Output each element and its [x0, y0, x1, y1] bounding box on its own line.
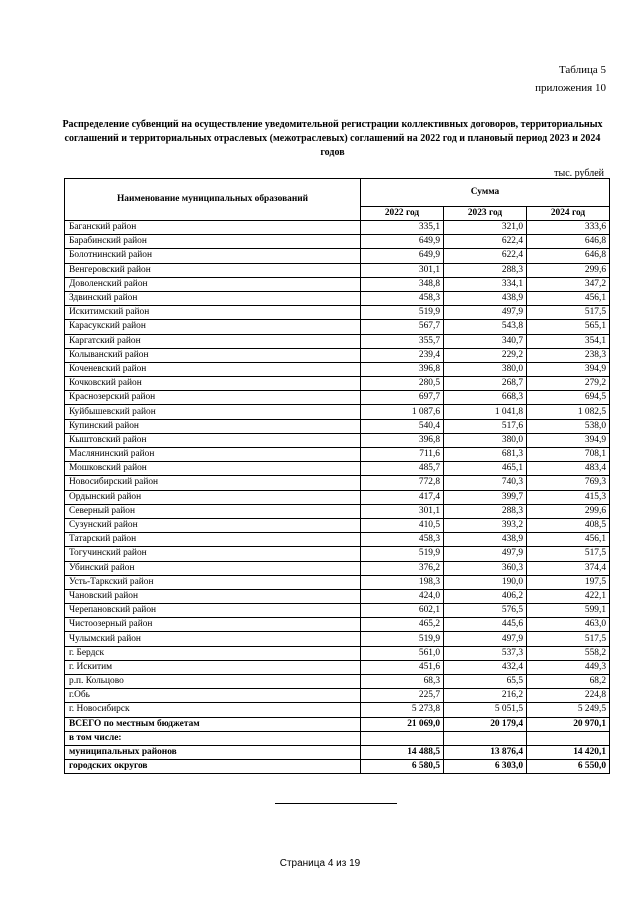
table-row [65, 618, 610, 632]
amount-2022: 355,7 [361, 334, 444, 348]
table-row [65, 334, 610, 348]
municipality-name: Барабинский район [65, 235, 361, 249]
amount-2022: 540,4 [361, 419, 444, 433]
table-row [65, 731, 610, 745]
table-row [65, 462, 610, 476]
table-row [65, 745, 610, 759]
table-body [65, 221, 610, 774]
amount-2023: 517,6 [444, 419, 527, 433]
amount-2024: 463,0 [527, 618, 610, 632]
amount-2024: 394,9 [527, 362, 610, 376]
table-row [65, 561, 610, 575]
appendix-number: приложения 10 [535, 82, 606, 94]
amount-2024: 646,8 [527, 235, 610, 249]
amount-2022: 567,7 [361, 320, 444, 334]
municipality-name: Ордынский район [65, 490, 361, 504]
amount-2024: 5 249,5 [527, 703, 610, 717]
municipality-name: Каргатский район [65, 334, 361, 348]
amount-2022: 417,4 [361, 490, 444, 504]
table-row [65, 547, 610, 561]
table-row [65, 604, 610, 618]
amount-2023: 380,0 [444, 362, 527, 376]
column-header-2022: 2022 год [361, 207, 444, 221]
amount-2022: 519,9 [361, 632, 444, 646]
municipality-name: Тогучинский район [65, 547, 361, 561]
amount-2024: 456,1 [527, 291, 610, 305]
amount-2023: 13 876,4 [444, 745, 527, 759]
amount-2023: 465,1 [444, 462, 527, 476]
table-row [65, 306, 610, 320]
amount-2022: 519,9 [361, 306, 444, 320]
municipality-name: Кочковский район [65, 377, 361, 391]
table-number: Таблица 5 [558, 64, 606, 76]
amount-2023: 537,3 [444, 646, 527, 660]
table-row [65, 249, 610, 263]
amount-2023: 190,0 [444, 575, 527, 589]
municipality-name: Болотнинский район [65, 249, 361, 263]
table-row [65, 235, 610, 249]
amount-2023: 432,4 [444, 660, 527, 674]
municipality-name: г. Бердск [65, 646, 361, 660]
table-row [65, 760, 610, 774]
municipality-name: г.Обь [65, 689, 361, 703]
column-header-2024: 2024 год [527, 207, 610, 221]
amount-2024: 646,8 [527, 249, 610, 263]
amount-2022: 301,1 [361, 504, 444, 518]
amount-2023: 6 303,0 [444, 760, 527, 774]
amount-2023: 543,8 [444, 320, 527, 334]
amount-2022: 239,4 [361, 348, 444, 362]
municipality-name: Новосибирский район [65, 476, 361, 490]
subsidy-table [64, 178, 610, 774]
amount-2023: 380,0 [444, 433, 527, 447]
amount-2022 [361, 731, 444, 745]
amount-2022: 1 087,6 [361, 405, 444, 419]
amount-2024: 1 082,5 [527, 405, 610, 419]
amount-2023: 288,3 [444, 263, 527, 277]
amount-2023: 65,5 [444, 675, 527, 689]
table-row [65, 689, 610, 703]
municipality-name: Карасукский район [65, 320, 361, 334]
amount-2023: 288,3 [444, 504, 527, 518]
amount-2022: 14 488,5 [361, 745, 444, 759]
municipality-name: р.п. Кольцово [65, 675, 361, 689]
amount-2024: 769,3 [527, 476, 610, 490]
table-row [65, 348, 610, 362]
amount-2022: 21 069,0 [361, 717, 444, 731]
table-row [65, 717, 610, 731]
amount-2023: 1 041,8 [444, 405, 527, 419]
amount-2024: 538,0 [527, 419, 610, 433]
amount-2024: 354,1 [527, 334, 610, 348]
unit-label: тыс. рублей [554, 168, 604, 179]
amount-2023: 399,7 [444, 490, 527, 504]
amount-2023: 334,1 [444, 277, 527, 291]
amount-2022: 5 273,8 [361, 703, 444, 717]
amount-2022: 485,7 [361, 462, 444, 476]
municipality-name: Усть-Таркский район [65, 575, 361, 589]
footer-divider [275, 803, 397, 804]
table-row [65, 646, 610, 660]
amount-2024: 449,3 [527, 660, 610, 674]
amount-2023: 445,6 [444, 618, 527, 632]
amount-2022: 458,3 [361, 291, 444, 305]
municipality-name: Краснозерский район [65, 391, 361, 405]
municipality-name: Баганский район [65, 221, 361, 235]
amount-2024: 694,5 [527, 391, 610, 405]
amount-2023: 438,9 [444, 291, 527, 305]
municipality-name: Купинский район [65, 419, 361, 433]
amount-2022: 458,3 [361, 533, 444, 547]
amount-2023: 406,2 [444, 589, 527, 603]
table-row [65, 362, 610, 376]
amount-2023: 576,5 [444, 604, 527, 618]
amount-2024: 347,2 [527, 277, 610, 291]
amount-2023: 268,7 [444, 377, 527, 391]
table-row [65, 405, 610, 419]
amount-2022: 697,7 [361, 391, 444, 405]
municipality-name: Северный район [65, 504, 361, 518]
page-number: Страница 4 из 19 [279, 858, 361, 869]
amount-2022: 348,8 [361, 277, 444, 291]
municipality-name: Венгеровский район [65, 263, 361, 277]
table-row [65, 433, 610, 447]
amount-2024: 238,3 [527, 348, 610, 362]
municipality-name: Доволенский район [65, 277, 361, 291]
amount-2023: 668,3 [444, 391, 527, 405]
amount-2022: 280,5 [361, 377, 444, 391]
table-row [65, 518, 610, 532]
amount-2022: 225,7 [361, 689, 444, 703]
table-row [65, 675, 610, 689]
amount-2023: 622,4 [444, 235, 527, 249]
amount-2023: 622,4 [444, 249, 527, 263]
amount-2022: 602,1 [361, 604, 444, 618]
amount-2024: 415,3 [527, 490, 610, 504]
table-row [65, 448, 610, 462]
table-row [65, 490, 610, 504]
municipality-name: Здвинский район [65, 291, 361, 305]
amount-2024: 224,8 [527, 689, 610, 703]
amount-2022: 410,5 [361, 518, 444, 532]
amount-2022: 376,2 [361, 561, 444, 575]
amount-2023: 5 051,5 [444, 703, 527, 717]
municipality-name: Черепановский район [65, 604, 361, 618]
table-row [65, 632, 610, 646]
table-row [65, 221, 610, 235]
municipality-name: Убинский район [65, 561, 361, 575]
amount-2023: 681,3 [444, 448, 527, 462]
amount-2024: 6 550,0 [527, 760, 610, 774]
amount-2024: 408,5 [527, 518, 610, 532]
municipality-name: Чулымский район [65, 632, 361, 646]
municipality-name: городских округов [65, 760, 361, 774]
column-header-2023: 2023 год [444, 207, 527, 221]
amount-2022: 68,3 [361, 675, 444, 689]
amount-2024: 299,6 [527, 504, 610, 518]
municipality-name: г. Новосибирск [65, 703, 361, 717]
amount-2024: 299,6 [527, 263, 610, 277]
amount-2023: 740,3 [444, 476, 527, 490]
municipality-name: Татарский район [65, 533, 361, 547]
amount-2022: 424,0 [361, 589, 444, 603]
table-row [65, 277, 610, 291]
amount-2024: 456,1 [527, 533, 610, 547]
amount-2024: 394,9 [527, 433, 610, 447]
amount-2024: 708,1 [527, 448, 610, 462]
amount-2022: 649,9 [361, 235, 444, 249]
amount-2022: 649,9 [361, 249, 444, 263]
municipality-name: Мошковский район [65, 462, 361, 476]
table-row [65, 476, 610, 490]
amount-2024: 422,1 [527, 589, 610, 603]
amount-2024: 68,2 [527, 675, 610, 689]
municipality-name: в том числе: [65, 731, 361, 745]
amount-2023: 360,3 [444, 561, 527, 575]
amount-2022: 301,1 [361, 263, 444, 277]
municipality-name: Маслянинский район [65, 448, 361, 462]
column-header-name: Наименование муниципальных образований [65, 179, 361, 221]
municipality-name: Чановский район [65, 589, 361, 603]
amount-2024: 565,1 [527, 320, 610, 334]
amount-2022: 6 580,5 [361, 760, 444, 774]
table-row [65, 419, 610, 433]
amount-2023: 216,2 [444, 689, 527, 703]
municipality-name: Искитимский район [65, 306, 361, 320]
amount-2024: 483,4 [527, 462, 610, 476]
amount-2022: 335,1 [361, 221, 444, 235]
amount-2024: 279,2 [527, 377, 610, 391]
table-row [65, 291, 610, 305]
amount-2024 [527, 731, 610, 745]
amount-2022: 519,9 [361, 547, 444, 561]
table-row [65, 504, 610, 518]
municipality-name: г. Искитим [65, 660, 361, 674]
column-header-sum: Сумма [361, 179, 610, 207]
municipality-name: Коченевский район [65, 362, 361, 376]
amount-2022: 772,8 [361, 476, 444, 490]
amount-2022: 711,6 [361, 448, 444, 462]
amount-2022: 451,6 [361, 660, 444, 674]
table-row [65, 377, 610, 391]
table-row [65, 391, 610, 405]
amount-2024: 197,5 [527, 575, 610, 589]
amount-2024: 517,5 [527, 547, 610, 561]
municipality-name: Колыванский район [65, 348, 361, 362]
document-title: Распределение субвенций на осуществление уведомительной регистрации коллективных договоров, территориальных соглашений и территориальных отраслевых (межотраслевых) соглашений на 2022 год и плановый период 2023 и 2024 годов [62, 119, 603, 158]
amount-2024: 14 420,1 [527, 745, 610, 759]
amount-2023: 497,9 [444, 306, 527, 320]
amount-2023: 497,9 [444, 547, 527, 561]
table-row [65, 703, 610, 717]
municipality-name: Кыштовский район [65, 433, 361, 447]
municipality-name: Чистоозерный район [65, 618, 361, 632]
municipality-name: муниципальных районов [65, 745, 361, 759]
municipality-name: Сузунский район [65, 518, 361, 532]
amount-2024: 20 970,1 [527, 717, 610, 731]
amount-2023: 497,9 [444, 632, 527, 646]
amount-2024: 599,1 [527, 604, 610, 618]
table-row [65, 533, 610, 547]
table-row [65, 589, 610, 603]
amount-2022: 396,8 [361, 433, 444, 447]
table-row [65, 575, 610, 589]
amount-2023: 438,9 [444, 533, 527, 547]
amount-2022: 198,3 [361, 575, 444, 589]
amount-2024: 517,5 [527, 632, 610, 646]
amount-2023: 229,2 [444, 348, 527, 362]
amount-2024: 517,5 [527, 306, 610, 320]
municipality-name: Куйбышевский район [65, 405, 361, 419]
amount-2022: 561,0 [361, 646, 444, 660]
amount-2023 [444, 731, 527, 745]
amount-2024: 374,4 [527, 561, 610, 575]
table-row [65, 320, 610, 334]
amount-2024: 558,2 [527, 646, 610, 660]
table-row [65, 660, 610, 674]
table-row [65, 263, 610, 277]
amount-2023: 20 179,4 [444, 717, 527, 731]
amount-2023: 393,2 [444, 518, 527, 532]
amount-2022: 465,2 [361, 618, 444, 632]
amount-2023: 340,7 [444, 334, 527, 348]
amount-2023: 321,0 [444, 221, 527, 235]
municipality-name: ВСЕГО по местным бюджетам [65, 717, 361, 731]
amount-2024: 333,6 [527, 221, 610, 235]
amount-2022: 396,8 [361, 362, 444, 376]
